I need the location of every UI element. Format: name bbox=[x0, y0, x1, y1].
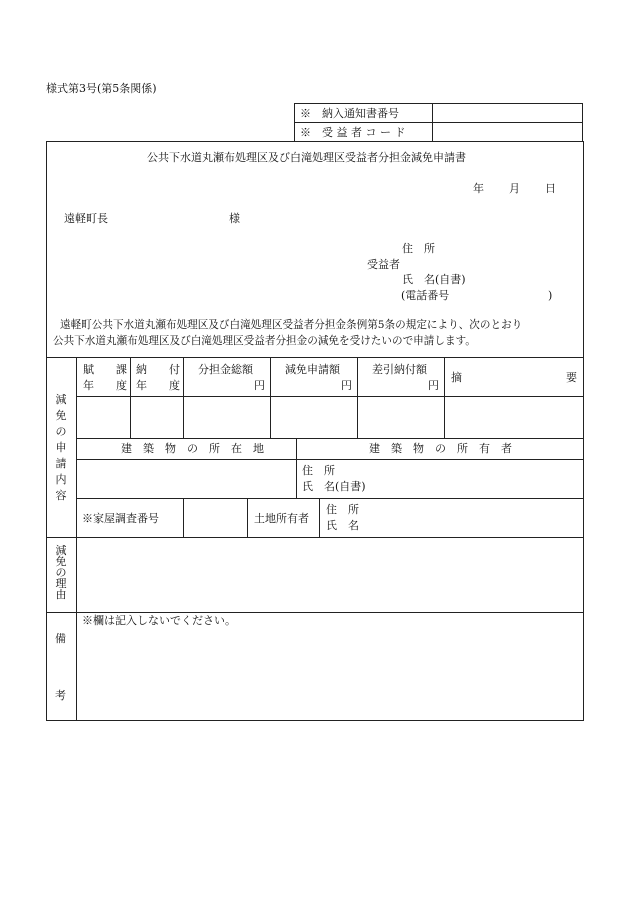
notes-label-bottom: 考 bbox=[55, 689, 66, 702]
payment-year-header-bottom: 年 度 bbox=[136, 379, 180, 392]
reduction-amount-header: 減免申請額 bbox=[285, 363, 340, 376]
building-col-line bbox=[296, 438, 297, 498]
building-owner-header: 建 築 物 の 所 有 者 bbox=[369, 442, 512, 455]
reduction-amount-unit: 円 bbox=[341, 379, 352, 392]
reason-section-label: 減 免 の 理 由 bbox=[55, 544, 67, 601]
notes-field[interactable] bbox=[77, 630, 583, 720]
date-month-label: 月 bbox=[509, 182, 520, 195]
survey-col-line-3 bbox=[319, 498, 320, 537]
applicant-name-label: 氏 名(自書) bbox=[402, 273, 466, 286]
total-amount-unit: 円 bbox=[254, 379, 265, 392]
reason-field[interactable] bbox=[77, 538, 583, 611]
house-survey-label: ※家屋調査番号 bbox=[82, 512, 159, 525]
date-day-label: 日 bbox=[545, 182, 556, 195]
addressee-name: 遠軽町長 bbox=[64, 212, 108, 225]
net-amount-field[interactable] bbox=[358, 397, 444, 437]
date-year-label: 年 bbox=[473, 182, 484, 195]
landowner-name-label: 氏 名 bbox=[326, 519, 359, 532]
payment-year-field[interactable] bbox=[131, 397, 183, 437]
remarks-header-right: 要 bbox=[566, 371, 577, 384]
landowner-address-label: 住 所 bbox=[326, 503, 359, 516]
net-amount-unit: 円 bbox=[428, 379, 439, 392]
application-section-label: 減 免 の 申 請 内 容 bbox=[55, 393, 67, 502]
remarks-field[interactable] bbox=[445, 397, 583, 437]
body-text-line2: 公共下水道丸瀬布処理区及び白滝処理区受益者分担金の減免を受けたいので申請します。 bbox=[53, 335, 476, 347]
landowner-label: 土地所有者 bbox=[254, 512, 309, 525]
building-owner-field[interactable] bbox=[370, 460, 583, 497]
total-amount-field[interactable] bbox=[184, 397, 270, 437]
beneficiary-code-field[interactable] bbox=[433, 123, 582, 141]
total-amount-header: 分担金総額 bbox=[198, 363, 253, 376]
owner-name-label: 氏 名(自書) bbox=[302, 480, 366, 493]
assessment-year-header-bottom: 年 度 bbox=[83, 379, 127, 392]
house-survey-field[interactable] bbox=[184, 499, 247, 536]
notes-label-top: 備 bbox=[55, 632, 66, 645]
assessment-year-header-top: 賦 課 bbox=[83, 363, 127, 376]
assessment-year-field[interactable] bbox=[77, 397, 130, 437]
landowner-field[interactable] bbox=[370, 499, 583, 536]
owner-address-label: 住 所 bbox=[302, 464, 335, 477]
applicant-phone-label: (電話番号 bbox=[401, 289, 450, 302]
notes-instruction: ※欄は記入しないでください。 bbox=[82, 614, 236, 627]
building-header-top-line bbox=[76, 438, 584, 439]
form-number: 様式第3号(第5条関係) bbox=[46, 82, 157, 95]
body-text-line1: 遠軽町公共下水道丸瀬布処理区及び白滝処理区受益者分担金条例第5条の規定により、次のとおり bbox=[60, 319, 523, 331]
addressee-honorific: 様 bbox=[229, 212, 240, 225]
applicant-address-label: 住 所 bbox=[402, 242, 435, 255]
applicant-phone-close: ) bbox=[548, 289, 553, 302]
notice-number-label: ※ 納入通知書番号 bbox=[300, 107, 399, 120]
building-location-field[interactable] bbox=[77, 460, 296, 497]
survey-col-line-2 bbox=[247, 498, 248, 537]
notes-section-top-line bbox=[46, 612, 584, 613]
beneficiary-code-label: ※ 受 益 者 コ ー ド bbox=[300, 126, 406, 139]
net-amount-header: 差引納付額 bbox=[372, 363, 427, 376]
section-top-line bbox=[46, 357, 584, 358]
applicant-role-label: 受益者 bbox=[367, 258, 400, 271]
building-location-header: 建 築 物 の 所 在 地 bbox=[121, 442, 264, 455]
payment-year-header-top: 納 付 bbox=[136, 363, 180, 376]
reduction-amount-field[interactable] bbox=[271, 397, 357, 437]
notice-number-field[interactable] bbox=[433, 104, 582, 122]
remarks-header-left: 摘 bbox=[451, 371, 462, 384]
form-title: 公共下水道丸瀬布処理区及び白滝処理区受益者分担金減免申請書 bbox=[147, 151, 466, 164]
